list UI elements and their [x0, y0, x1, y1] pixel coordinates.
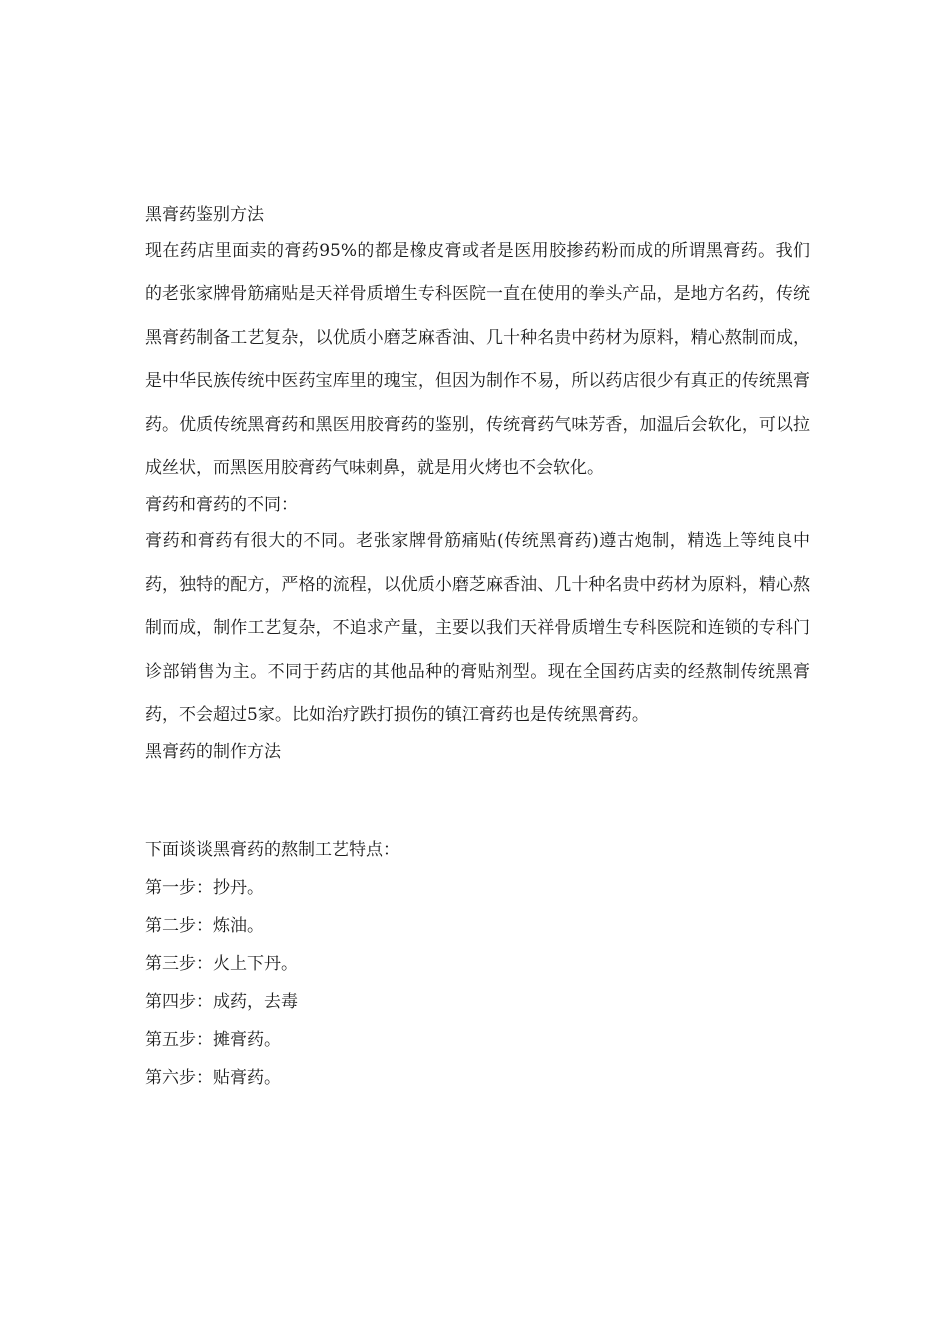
document-content: [145, 200, 810, 1101]
section-heading-difference: 膏药和膏药的不同：: [145, 495, 298, 516]
process-step: 第一步：抄丹。: [145, 878, 264, 899]
section-heading-identification: 黑膏药鉴别方法: [145, 205, 264, 225]
paragraph-identification: 现在药店里面卖的膏药95%的都是橡皮膏或者是医用胶掺药粉而成的所谓黑膏药。我们的老张家牌骨筋痛贴是天祥骨质增生专科医院一直在使用的拳头产品，是地方名药，传统黑膏药制备工艺复杂，以优质小磨芝麻香油、几十种名贵中药材为原料，精心熬制而成，是中华民族传统中医药宝库里的瑰宝，但因为制作不易，所以药店很少有真正的传统黑膏药。优质传统黑膏药和黑医用胶膏药的鉴别，传统膏药气味芳香，加温后会软化，可以拉成丝状，而黑医用胶膏药气味刺鼻，就是用火烤也不会软化。: [145, 241, 810, 479]
process-step: 第三步：火上下丹。: [145, 954, 298, 975]
process-intro: 下面谈谈黑膏药的熬制工艺特点：: [145, 840, 400, 861]
process-step: 第四步：成药，去毒: [145, 992, 298, 1013]
section-heading-method: 黑膏药的制作方法: [145, 742, 281, 763]
process-step: 第五步：摊膏药。: [145, 1030, 281, 1051]
blank-space: [145, 767, 810, 835]
process-step: 第二步：炼油。: [145, 916, 264, 937]
process-step: 第六步：贴膏药。: [145, 1068, 281, 1089]
paragraph-difference: 膏药和膏药有很大的不同。老张家牌骨筋痛贴(传统黑膏药)遵古炮制，精选上等纯良中药，独特的配方，严格的流程，以优质小磨芝麻香油、几十种名贵中药材为原料，精心熬制而成，制作工艺复杂，不追求产量，主要以我们天祥骨质增生专科医院和连锁的专科门诊部销售为主。不同于药店的其他品种的膏贴剂型。现在全国药店卖的经熬制传统黑膏药，不会超过5家。比如治疗跌打损伤的镇江膏药也是传统黑膏药。: [145, 531, 810, 726]
